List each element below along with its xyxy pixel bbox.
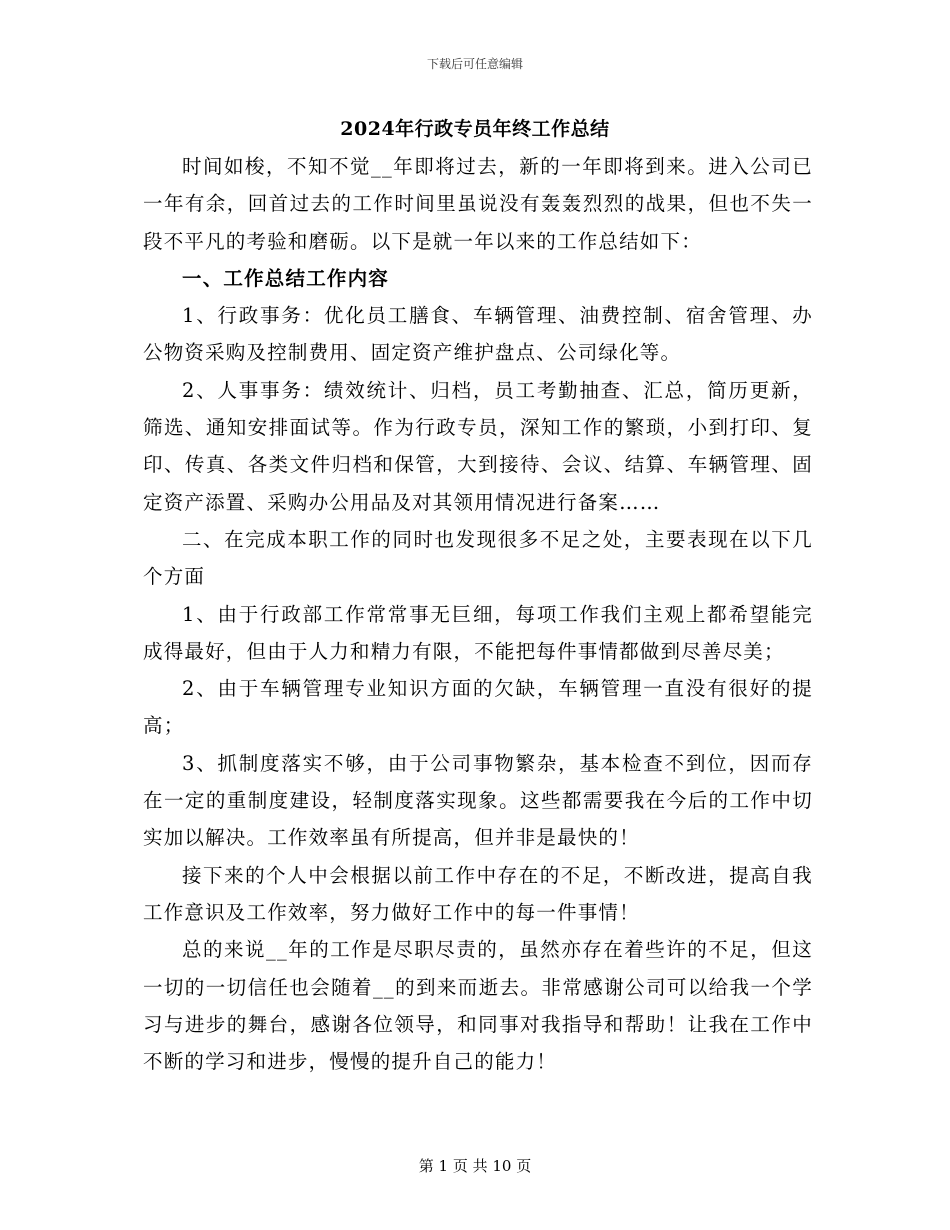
paragraph-next-steps: 接下来的个人中会根据以前工作中存在的不足，不断改进，提高自我工作意识及工作效率，努力做好工作中的每一件事情！ [143,863,813,924]
section-heading-shortcomings: 二、在完成本职工作的同时也发现很多不足之处，主要表现在以下几个方面 [143,527,813,589]
section-heading-work-content: 一、工作总结工作内容 [182,266,390,290]
paragraph-shortcoming-1: 1、由于行政部工作常常事无巨细，每项工作我们主观上都希望能完成得最好，但由于人力和精力有限，不能把每件事情都做到尽善尽美； [143,602,813,663]
document-body [143,148,813,1080]
document-title: 2024年行政专员年终工作总结 [340,118,610,140]
paragraph-conclusion: 总的来说__年的工作是尽职尽责的，虽然亦存在着些许的不足，但这一切的一切信任也会随着__的到来而逝去。非常感谢公司可以给我一个学习与进步的舞台，感谢各位领导，和同事对我指导和帮助！让我在工作中不断的学习和进步，慢慢的提升自己的能力！ [143,938,813,1074]
paragraph-shortcoming-2: 2、由于车辆管理专业知识方面的欠缺，车辆管理一直没有很好的提高； [143,677,813,738]
paragraph-intro: 时间如梭，不知不觉__年即将过去，新的一年即将到来。进入公司已一年有余，回首过去的工作时间里虽说没有轰轰烈烈的战果，但也不失一段不平凡的考验和磨砺。以下是就一年以来的工作总结如下： [143,155,813,253]
header-note: 下载后可任意编辑 [426,57,523,71]
paragraph-shortcoming-3: 3、抓制度落实不够，由于公司事物繁杂，基本检查不到位，因而存在一定的重制度建设，轻制度落实现象。这些都需要我在今后的工作中切实加以解决。工作效率虽有所提高，但并非是最快的！ [143,751,813,850]
paragraph-admin-affairs: 1、行政事务：优化员工膳食、车辆管理、油费控制、宿舍管理、办公物资采购及控制费用、固定资产维护盘点、公司绿化等。 [143,304,813,365]
page-number-footer: 第 1 页 共 10 页 [418,1157,532,1175]
paragraph-hr-affairs: 2、人事事务：绩效统计、归档，员工考勤抽查、汇总，简历更新，筛选、通知安排面试等。作为行政专员，深知工作的繁琐，小到打印、复印、传真、各类文件归档和保管，大到接待、会议、结算、车辆管理、固定资产添置、采购办公用品及对其领用情况进行备案…… [143,378,813,514]
